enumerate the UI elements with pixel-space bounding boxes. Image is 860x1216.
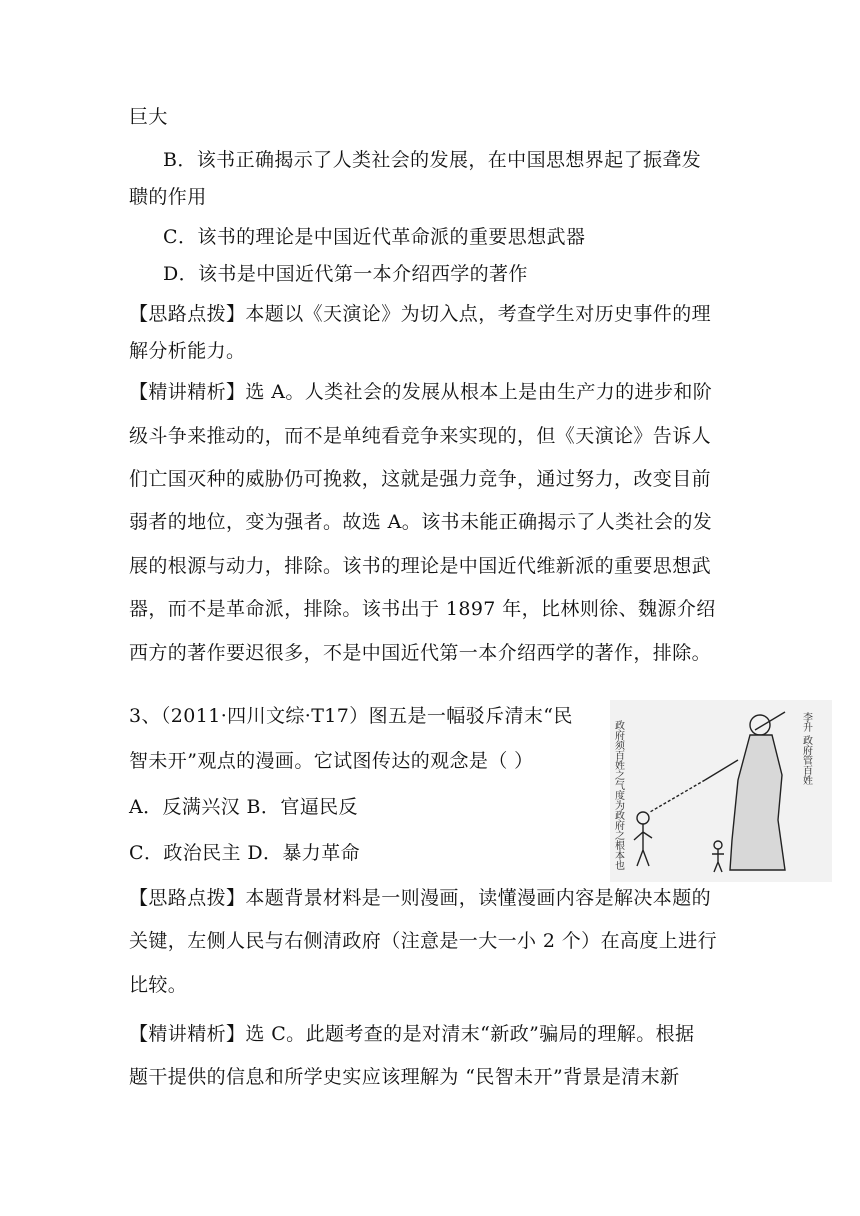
q3-stem-line1: 3、（2011·四川文综·T17）图五是一幅驳斥清末“民: [129, 705, 573, 727]
q3-options-line1: A．反满兴汉 B．官逼民反: [129, 796, 358, 818]
q2-analysis-line: 弱者的地位，变为强者。故选 A。该书未能正确揭示了人类社会的发: [129, 511, 713, 533]
q2-analysis-line: 们亡国灭种的威胁仍可挽救，这就是强力竞争，通过努力，改变目前: [129, 468, 712, 490]
q3-options-line2: C．政治民主 D．暴力革命: [129, 842, 361, 864]
q2-analysis-line: 【精讲精析】选 A。人类社会的发展从根本上是由生产力的进步和阶: [129, 381, 713, 403]
q2-analysis-line: 级斗争来推动的，而不是单纯看竞争来实现的，但《天演论》告诉人: [129, 425, 712, 447]
q2-analysis-line: 西方的著作要迟很多，不是中国近代第一本介绍西学的著作，排除。: [129, 642, 712, 664]
q2-analysis-line: 器，而不是革命派，排除。该书出于 1897 年，比林则徐、魏源介绍: [129, 598, 716, 620]
q3-hint-line: 比较。: [129, 974, 188, 996]
q3-analysis-line: 题干提供的信息和所学史实应该理解为 “民智未开”背景是清末新: [129, 1066, 680, 1088]
q2-option-d: D．该书是中国近代第一本介绍西学的著作: [163, 263, 528, 285]
q2-option-b-line2: 聩的作用: [129, 186, 207, 208]
q3-hint-line: 关键，左侧人民与右侧清政府（注意是一大一小 2 个）在高度上进行: [129, 930, 717, 952]
cartoon-image: [610, 700, 832, 882]
cartoon-inscription-right: 李升 政府管百姓: [800, 712, 812, 786]
q3-hint-line: 【思路点拨】本题背景材料是一则漫画，读懂漫画内容是解决本题的: [129, 887, 712, 909]
q2-analysis-line: 展的根源与动力，排除。该书的理论是中国近代维新派的重要思想武: [129, 555, 712, 577]
continued-text: 巨大: [129, 106, 168, 128]
q2-hint-line: 【思路点拨】本题以《天演论》为切入点，考查学生对历史事件的理: [129, 303, 712, 325]
q2-option-c: C．该书的理论是中国近代革命派的重要思想武器: [163, 226, 586, 248]
q3-analysis-line: 【精讲精析】选 C。此题考查的是对清末“新政”骗局的理解。根据: [129, 1023, 695, 1045]
cartoon-inscription-left: 政府须百姓之气度为政府之根本也: [612, 720, 624, 870]
q3-stem-line2: 智未开”观点的漫画。它试图传达的观念是（ ）: [129, 750, 534, 772]
q2-option-b-line1: B．该书正确揭示了人类社会的发展，在中国思想界起了振聋发: [163, 149, 702, 171]
q2-hint-line: 解分析能力。: [129, 340, 246, 362]
